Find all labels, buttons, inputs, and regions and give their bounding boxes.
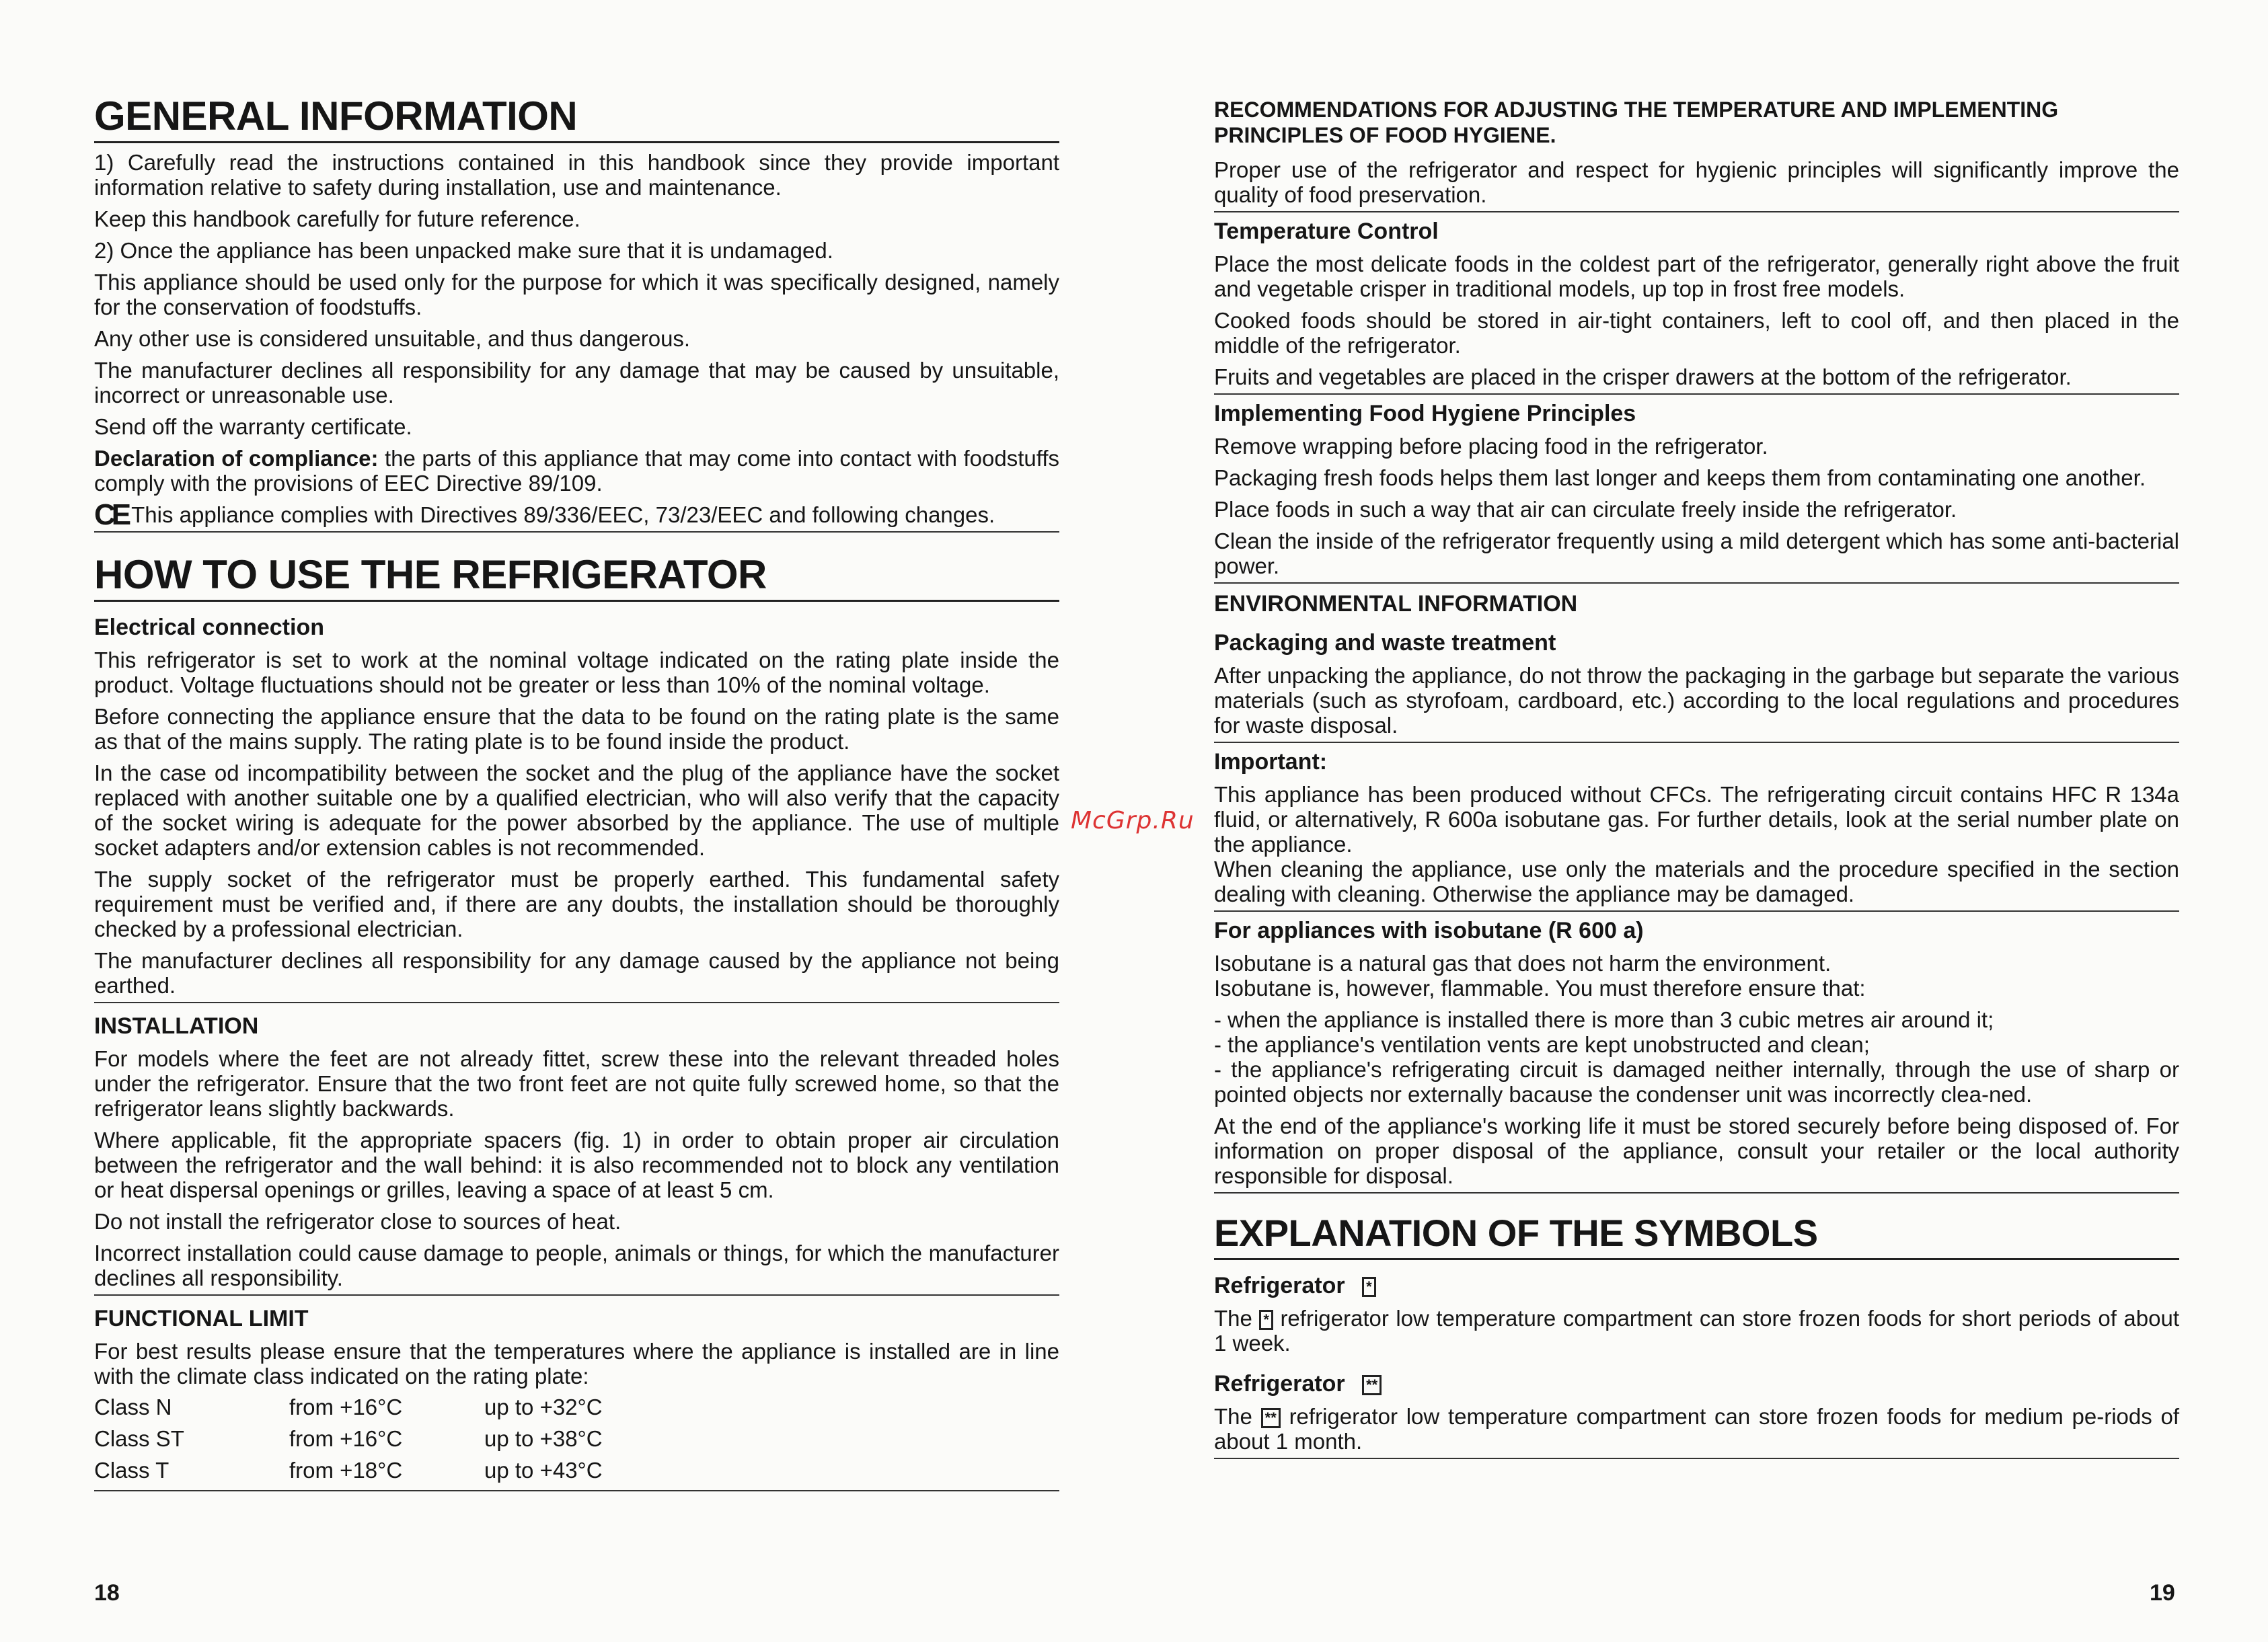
installation-heading: INSTALLATION: [94, 1013, 259, 1039]
general-p6: The manufacturer declines all responsibility for any damage that may be caused by unsuitable, incorrect or unreasonable use.: [94, 358, 1059, 407]
refrigerator-2-text: [1214, 1404, 2179, 1459]
functional-p1: For best results please ensure that the temperatures where the appliance is installed are in line with the climate class indicated on the rating plate:: [94, 1339, 1059, 1389]
installation-p4: Incorrect installation could cause damage to people, animals or things, for which the manufacturer declines all responsibility.: [94, 1241, 1059, 1296]
declaration-paragraph: [94, 446, 1059, 496]
climate-class: Class T: [94, 1458, 169, 1483]
two-star-icon: **: [1362, 1375, 1382, 1395]
ce-paragraph: [94, 498, 1059, 533]
two-star-icon: **: [1261, 1408, 1281, 1428]
climate-class: Class N: [94, 1395, 172, 1419]
refrigerator-1-pre: The: [1214, 1306, 1252, 1331]
important-p2: When cleaning the appliance, use only the materials and the procedure specified in the section dealing with cleaning. Otherwise the appliance may be damaged.: [1214, 857, 2179, 912]
refrigerator-2-desc: refrigerator low temperature compartment can store frozen foods for medium pe-riods of about 1 month.: [1214, 1404, 2180, 1454]
watermark: McGrp.Ru: [1071, 807, 1195, 834]
page-number-left: 18: [94, 1580, 120, 1606]
isobutane-l5: - the appliance's refrigerating circuit is damaged neither internally, through the use of sharp or pointed objects nor externally bacause the condenser unit was incorrectly clea-ned.: [1214, 1057, 2179, 1107]
installation-p3: Do not install the refrigerator close to sources of heat.: [94, 1209, 621, 1234]
general-p4: This appliance should be used only for the purpose for which it was specifically designed, namely for the conservation of foodstuffs.: [94, 270, 1059, 319]
electrical-p5: The manufacturer declines all responsibility for any damage caused by the appliance not being earthed.: [94, 948, 1059, 1003]
ce-mark-icon: CE: [94, 498, 128, 531]
refrigerator-2-pre: The: [1214, 1404, 1252, 1429]
hygiene-p3: Place foods in such a way that air can circulate freely inside the refrigerator.: [1214, 497, 1957, 522]
refrigerator-1-heading: [1214, 1272, 2179, 1299]
isobutane-l6: At the end of the appliance's working life it must be stored securely before being disposed of. For information on proper disposal of the appliance, consult your retailer or the local authority responsible for disposal.: [1214, 1113, 2179, 1194]
recommendations-intro: Proper use of the refrigerator and respect for hygienic principles will significantly improve the quality of food preservation.: [1214, 157, 2179, 212]
functional-limit-heading: FUNCTIONAL LIMIT: [94, 1306, 309, 1331]
installation-p1: For models where the feet are not already fittet, screw these into the relevant threaded holes under the refrigerator. Ensure that the two front feet are not quite fully screwed home, so that the refrigerator leans slightly backwards.: [94, 1046, 1059, 1121]
environmental-heading: ENVIRONMENTAL INFORMATION: [1214, 591, 1578, 617]
isobutane-l1: Isobutane is a natural gas that does not harm the environment.: [1214, 951, 1831, 976]
temperature-p2: Cooked foods should be stored in air-tight containers, left to cool off, and then placed in the middle of the refrigerator.: [1214, 308, 2179, 358]
important-heading: Important:: [1214, 749, 1328, 775]
isobutane-heading: For appliances with isobutane (R 600 a): [1214, 918, 1644, 943]
temperature-control-heading: Temperature Control: [1214, 219, 1439, 244]
climate-class: Class ST: [94, 1426, 184, 1451]
electrical-p2: Before connecting the appliance ensure that the data to be found on the rating plate is the same as that of the mains supply. The rating plate is to be found inside the product.: [94, 704, 1059, 754]
electrical-p1: This refrigerator is set to work at the nominal voltage indicated on the rating plate inside the product. Voltage fluctuations should not be greater or less than 10% of the nominal voltage.: [94, 648, 1059, 697]
climate-from: from +16°C: [289, 1395, 403, 1419]
general-p3: 2) Once the appliance has been unpacked make sure that it is undamaged.: [94, 238, 833, 263]
electrical-connection-heading: Electrical connection: [94, 615, 324, 640]
how-to-use-title: HOW TO USE THE REFRIGERATOR: [94, 553, 1059, 602]
general-p7: Send off the warranty certificate.: [94, 414, 412, 439]
hygiene-p2: Packaging fresh foods helps them last longer and keeps them from contaminating one another.: [1214, 465, 2146, 490]
packaging-heading: Packaging and waste treatment: [1214, 630, 1556, 656]
refrigerator-1-title: Refrigerator: [1214, 1273, 1345, 1298]
electrical-p4: The supply socket of the refrigerator must be properly earthed. This fundamental safety requirement must be verified and, if there are any doubts, the installation should be thoroughly checked by a professional electrician.: [94, 867, 1059, 941]
hygiene-p1: Remove wrapping before placing food in the refrigerator.: [1214, 434, 1768, 459]
isobutane-l3: - when the appliance is installed there is more than 3 cubic metres air around it;: [1214, 1007, 1994, 1032]
climate-from: from +18°C: [289, 1458, 403, 1483]
left-page: [94, 94, 1059, 1491]
hygiene-p4: Clean the inside of the refrigerator frequently using a mild detergent which has some anti-bacterial power.: [1214, 529, 2179, 584]
page-number-right: 19: [2150, 1580, 2175, 1606]
temperature-p1: Place the most delicate foods in the coldest part of the refrigerator, generally right above the fruit and vegetable crisper in traditional models, up top in frost free models.: [1214, 251, 2179, 301]
right-page: [1214, 94, 2179, 1459]
general-information-title: GENERAL INFORMATION: [94, 94, 1059, 143]
climate-to: up to +43°C: [484, 1458, 603, 1483]
general-p5: Any other use is considered unsuitable, and thus dangerous.: [94, 326, 691, 351]
recommendations-heading: RECOMMENDATIONS FOR ADJUSTING THE TEMPERATURE AND IMPLEMENTING PRINCIPLES OF FOOD HYGIENE.: [1214, 97, 2059, 147]
installation-p2: Where applicable, fit the appropriate spacers (fig. 1) in order to obtain proper air circulation between the refrigerator and the wall behind: it is also recommended not to block any ventilation or heat dispersal openings or grilles, leaving a space of at least 5 cm.: [94, 1128, 1059, 1202]
climate-to: up to +38°C: [484, 1426, 603, 1451]
climate-from: from +16°C: [289, 1426, 403, 1451]
declaration-label: Declaration of compliance:: [94, 446, 379, 471]
refrigerator-1-text: [1214, 1306, 2179, 1356]
one-star-icon: *: [1259, 1310, 1273, 1330]
climate-class-table: [94, 1391, 1059, 1491]
important-p1: This appliance has been produced without CFCs. The refrigerating circuit contains HFC R 134a fluid, or alternatively, R 600a isobutane gas. For further details, look at the serial number plate on the appliance.: [1214, 782, 2179, 857]
general-p1: 1) Carefully read the instructions contained in this handbook since they provide important information relative to safety during installation, use and maintenance.: [94, 150, 1059, 200]
packaging-text: After unpacking the appliance, do not throw the packaging in the garbage but separate the various materials (such as styrofoam, cardboard, etc.) according to the local regulations and procedures for waste disposal.: [1214, 663, 2179, 743]
hygiene-heading: Implementing Food Hygiene Principles: [1214, 401, 1636, 426]
climate-to: up to +32°C: [484, 1395, 603, 1419]
refrigerator-1-desc: refrigerator low temperature compartment can store frozen foods for short periods of about 1 week.: [1214, 1306, 2179, 1356]
one-star-icon: *: [1362, 1277, 1376, 1297]
general-p2: Keep this handbook carefully for future reference.: [94, 206, 580, 231]
symbols-title: EXPLANATION OF THE SYMBOLS: [1214, 1211, 2179, 1260]
isobutane-l2: Isobutane is, however, flammable. You must therefore ensure that:: [1214, 976, 1866, 1001]
electrical-p3: In the case od incompatibility between the socket and the plug of the appliance have the socket replaced with another suitable one by a qualified electrician, who will also verify that the capacity of the socket wiring is adequate for the power absorbed by the appliance. The use of multiple socket adapters and/or extension cables is not recommended.: [94, 760, 1059, 860]
isobutane-l4: - the appliance's ventilation vents are kept unobstructed and clean;: [1214, 1032, 1870, 1057]
refrigerator-2-title: Refrigerator: [1214, 1371, 1345, 1397]
ce-text: This appliance complies with Directives 89/336/EEC, 73/23/EEC and following changes.: [131, 502, 995, 527]
temperature-p3: Fruits and vegetables are placed in the crisper drawers at the bottom of the refrigerator.: [1214, 364, 2179, 395]
declaration-text: the parts of this appliance that may come into contact with foodstuffs comply with the provisions of EEC Directive 89/109.: [94, 446, 1060, 496]
refrigerator-2-heading: [1214, 1370, 2179, 1397]
